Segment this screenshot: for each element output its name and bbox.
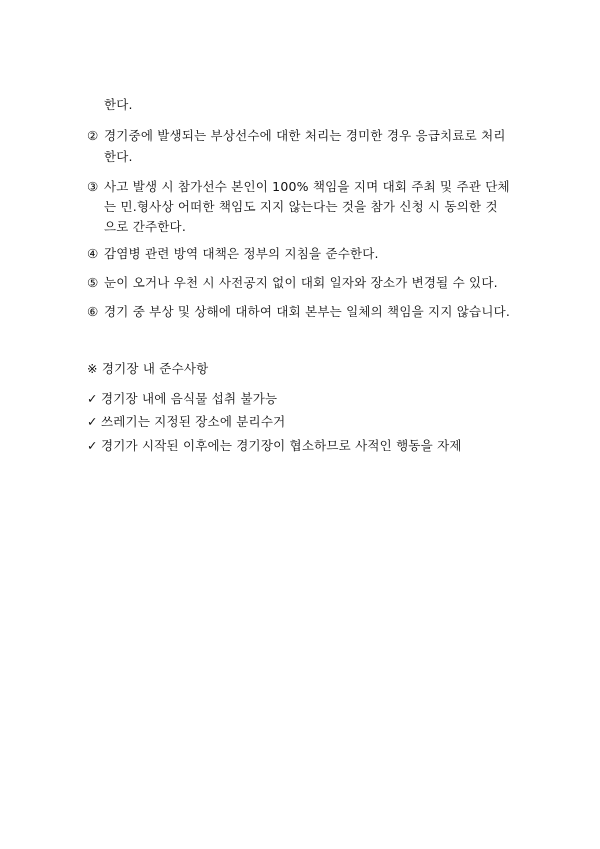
check-icon: ✓: [87, 391, 98, 406]
item-text: 경기중에 발생되는 부상선수에 대한 처리는 경미한 경우 응급치료로 처리: [104, 128, 506, 143]
item-text-continuation: 으로 간주한다.: [104, 219, 186, 234]
item-text: 사고 발생 시 참가선수 본인이 100% 책임을 지며 대회 주최 및 주관 단체: [104, 179, 510, 194]
rule-text: 경기장 내에 음식물 섭취 불가능: [101, 391, 278, 406]
item-text-continuation: 한다.: [104, 149, 133, 164]
list-item: [87, 128, 506, 144]
item-text-continuation: 는 민.형사상 어떠한 책임도 지지 않는다는 것을 참가 신청 시 동의한 것: [104, 199, 498, 214]
continuation-text: 한다.: [104, 97, 133, 112]
list-item: [87, 246, 379, 262]
rule-text: 경기가 시작된 이후에는 경기장이 협소하므로 사적인 행동을 자제: [101, 438, 462, 453]
item-number: ③: [87, 179, 99, 194]
check-icon: ✓: [87, 438, 98, 453]
item-number: ⑤: [87, 275, 99, 290]
rule-item: [87, 438, 462, 454]
item-number: ④: [87, 246, 99, 261]
item-number: ②: [87, 128, 99, 143]
item-text: 감염병 관련 방역 대책은 정부의 지침을 준수한다.: [104, 246, 379, 261]
item-text: 눈이 오거나 우천 시 사전공지 없이 대회 일자와 장소가 변경될 수 있다.: [104, 275, 498, 290]
item-number: ⑥: [87, 304, 99, 319]
item-text: 경기 중 부상 및 상해에 대하여 대회 본부는 일체의 책임을 지지 않습니다.: [104, 304, 511, 319]
list-item: [87, 304, 510, 320]
rule-item: [87, 414, 285, 430]
list-item: [87, 179, 510, 195]
rule-item: [87, 391, 277, 407]
notice-heading: ※ 경기장 내 준수사항: [87, 361, 209, 376]
rule-text: 쓰레기는 지정된 장소에 분리수거: [101, 414, 286, 429]
list-item: [87, 275, 498, 291]
check-icon: ✓: [87, 414, 98, 429]
